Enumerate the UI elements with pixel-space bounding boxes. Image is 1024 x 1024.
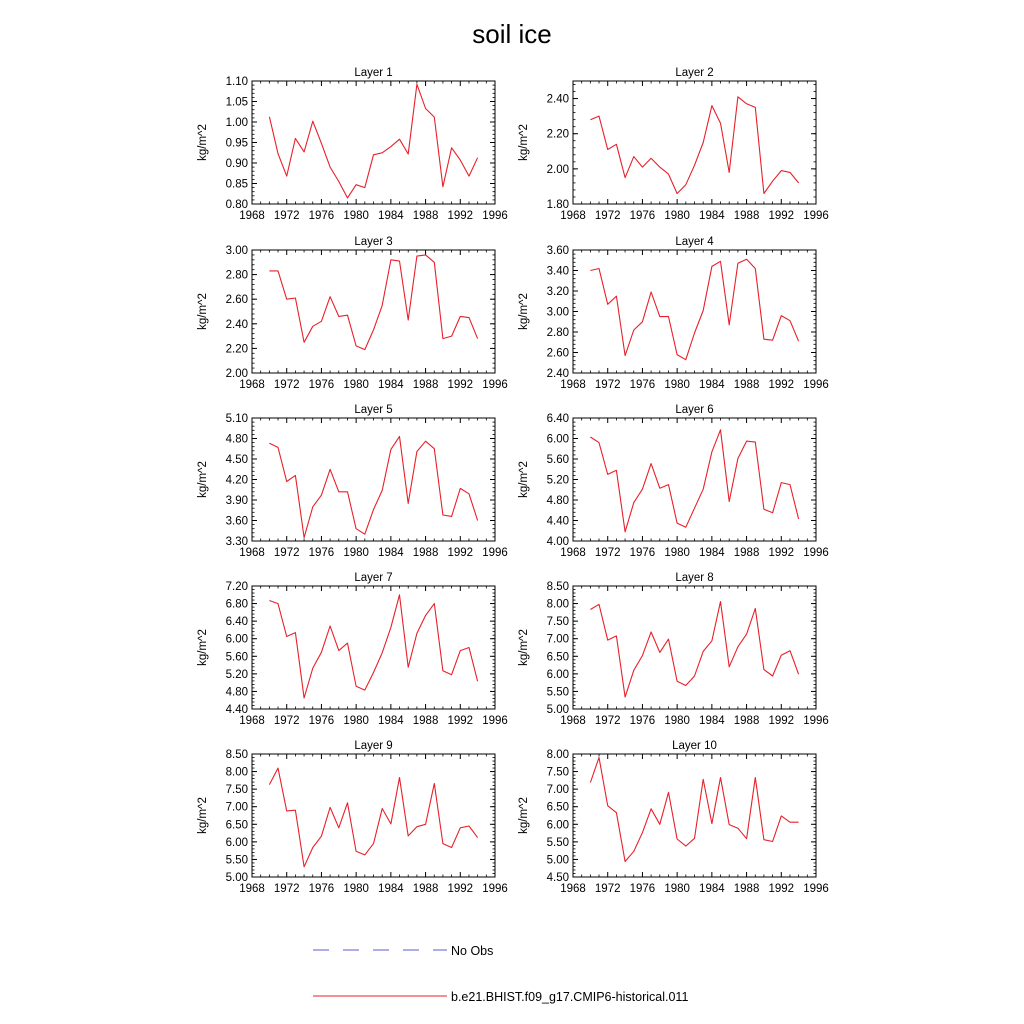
panel-4-xtick-label: 1968 bbox=[560, 379, 586, 391]
panel-7-frame bbox=[252, 586, 495, 709]
panel-6-ytick-label: 5.20 bbox=[546, 474, 569, 487]
panel-3-title: Layer 3 bbox=[354, 236, 393, 248]
panel-4-series-line bbox=[590, 259, 798, 360]
panel-7-ytick-label: 4.80 bbox=[225, 686, 248, 699]
figure-title: soil ice bbox=[472, 19, 552, 49]
panel-8-ytick-label: 8.00 bbox=[546, 598, 569, 611]
panel-7-xtick-label: 1988 bbox=[412, 715, 439, 727]
panel-7-ylabel: kg/m^2 bbox=[197, 629, 209, 666]
panel-5 bbox=[197, 404, 508, 559]
panel-10-xtick-label: 1988 bbox=[733, 883, 760, 895]
panel-10-ytick-label: 6.00 bbox=[546, 819, 569, 832]
panel-2-xtick-label: 1996 bbox=[803, 210, 829, 222]
panel-10-ylabel: kg/m^2 bbox=[518, 797, 530, 834]
panel-4-xtick-label: 1972 bbox=[594, 379, 621, 391]
panel-5-ytick-label: 4.50 bbox=[225, 454, 248, 466]
panel-3-ytick-label: 2.60 bbox=[225, 294, 248, 307]
panel-4-xtick-label: 1976 bbox=[629, 379, 656, 391]
panel-9-title: Layer 9 bbox=[354, 740, 393, 752]
panel-9 bbox=[197, 740, 508, 895]
panel-10-ytick-label: 7.50 bbox=[546, 766, 569, 779]
panel-2-ylabel: kg/m^2 bbox=[518, 124, 530, 161]
panel-6-ytick-label: 4.40 bbox=[546, 515, 569, 528]
panel-2-xtick-label: 1972 bbox=[594, 210, 621, 222]
panel-8-xtick-label: 1972 bbox=[594, 715, 621, 727]
panel-5-ytick-label: 3.60 bbox=[225, 515, 248, 528]
panel-5-ytick-label: 3.90 bbox=[225, 495, 248, 507]
panel-5-ytick-label: 3.30 bbox=[225, 536, 248, 548]
panel-2-ytick-label: 2.00 bbox=[546, 163, 569, 176]
panel-10-xtick-label: 1996 bbox=[803, 883, 829, 895]
panel-1-ytick-label: 1.00 bbox=[225, 117, 248, 129]
panel-8-ytick-label: 5.50 bbox=[546, 686, 569, 699]
panel-8-ytick-label: 5.00 bbox=[546, 704, 569, 716]
panel-3-ytick-label: 2.80 bbox=[225, 269, 248, 282]
panel-6-xtick-label: 1988 bbox=[733, 547, 760, 559]
panel-5-ylabel: kg/m^2 bbox=[197, 461, 209, 498]
panel-10-xtick-label: 1980 bbox=[664, 883, 690, 895]
panel-5-ytick-label: 5.10 bbox=[225, 413, 248, 425]
panel-8-xtick-label: 1976 bbox=[629, 715, 656, 727]
panel-5-xtick-label: 1976 bbox=[308, 547, 335, 559]
panel-1-ytick-label: 0.90 bbox=[225, 158, 248, 170]
panel-5-xtick-label: 1996 bbox=[482, 547, 508, 559]
panel-1-xtick-label: 1984 bbox=[378, 210, 404, 222]
panel-10-title: Layer 10 bbox=[672, 740, 717, 752]
panel-1-ytick-label: 1.05 bbox=[225, 96, 248, 109]
panel-4-frame bbox=[573, 250, 816, 373]
panel-3-xtick-label: 1984 bbox=[378, 379, 404, 391]
panel-10-series-line bbox=[590, 758, 798, 862]
panel-7-ytick-label: 6.00 bbox=[225, 633, 248, 646]
panel-9-xtick-label: 1972 bbox=[273, 883, 300, 895]
panel-10-xtick-label: 1972 bbox=[594, 883, 621, 895]
panel-2-xtick-label: 1980 bbox=[664, 210, 690, 222]
panel-3-frame bbox=[252, 250, 495, 373]
panels-grid bbox=[197, 67, 829, 895]
panel-2-ytick-label: 1.80 bbox=[546, 199, 569, 211]
panel-6-xtick-label: 1968 bbox=[560, 547, 586, 559]
legend-model-label: b.e21.BHIST.f09_g17.CMIP6-historical.011 bbox=[451, 990, 689, 1004]
panel-10-ytick-label: 6.50 bbox=[546, 801, 569, 814]
panel-6-ylabel: kg/m^2 bbox=[518, 461, 530, 498]
panel-1-series-line bbox=[269, 84, 477, 198]
panel-7-ytick-label: 5.20 bbox=[225, 668, 248, 681]
panel-3-xtick-label: 1968 bbox=[239, 379, 265, 391]
panel-4-ytick-label: 3.40 bbox=[546, 265, 569, 278]
panel-9-xtick-label: 1984 bbox=[378, 883, 404, 895]
panel-1-title: Layer 1 bbox=[354, 67, 393, 79]
panel-9-xtick-label: 1992 bbox=[447, 883, 474, 895]
panel-9-frame bbox=[252, 754, 495, 877]
panel-1-frame bbox=[252, 81, 495, 204]
panel-6-series-line bbox=[590, 430, 798, 532]
panel-7-xtick-label: 1992 bbox=[447, 715, 474, 727]
panel-10-ytick-label: 5.00 bbox=[546, 854, 569, 867]
panel-4-xtick-label: 1992 bbox=[768, 379, 795, 391]
panel-6-ytick-label: 6.00 bbox=[546, 433, 569, 446]
panel-5-ytick-label: 4.80 bbox=[225, 433, 248, 446]
panel-1-ytick-label: 0.80 bbox=[225, 199, 248, 211]
panel-5-ytick-label: 4.20 bbox=[225, 474, 248, 487]
panel-1-ylabel: kg/m^2 bbox=[197, 124, 209, 161]
panel-5-title: Layer 5 bbox=[354, 404, 393, 416]
panel-10 bbox=[518, 740, 829, 895]
panel-4 bbox=[518, 236, 829, 391]
panel-8-series-line bbox=[590, 602, 798, 698]
panel-9-ytick-label: 5.50 bbox=[225, 854, 248, 867]
panel-4-ytick-label: 2.60 bbox=[546, 347, 569, 360]
panel-10-ytick-label: 7.00 bbox=[546, 784, 569, 797]
panel-9-ytick-label: 7.50 bbox=[225, 784, 248, 797]
panel-2-xtick-label: 1984 bbox=[699, 210, 725, 222]
panel-4-ytick-label: 2.80 bbox=[546, 327, 569, 339]
panel-6-ytick-label: 6.40 bbox=[546, 413, 569, 425]
panel-6-title: Layer 6 bbox=[675, 404, 714, 416]
panel-8-ytick-label: 7.50 bbox=[546, 616, 569, 629]
panel-8-ytick-label: 7.00 bbox=[546, 633, 569, 646]
panel-1-ytick-label: 0.95 bbox=[225, 137, 248, 150]
panel-2-series-line bbox=[590, 97, 798, 194]
panel-1-ytick-label: 1.10 bbox=[225, 76, 248, 88]
panel-10-ytick-label: 5.50 bbox=[546, 836, 569, 849]
panel-3-ytick-label: 3.00 bbox=[225, 245, 248, 257]
panel-7-title: Layer 7 bbox=[354, 572, 393, 584]
panel-10-ytick-label: 8.00 bbox=[546, 749, 569, 761]
panel-8-xtick-label: 1988 bbox=[733, 715, 760, 727]
panel-7-ytick-label: 6.40 bbox=[225, 616, 248, 629]
panel-2-xtick-label: 1992 bbox=[768, 210, 795, 222]
panel-5-xtick-label: 1984 bbox=[378, 547, 404, 559]
panel-7-xtick-label: 1980 bbox=[343, 715, 369, 727]
panel-7-xtick-label: 1972 bbox=[273, 715, 300, 727]
panel-1-xtick-label: 1972 bbox=[273, 210, 300, 222]
panel-8-title: Layer 8 bbox=[675, 572, 714, 584]
panel-9-xtick-label: 1976 bbox=[308, 883, 335, 895]
panel-8-ytick-label: 6.00 bbox=[546, 668, 569, 681]
panel-9-xtick-label: 1980 bbox=[343, 883, 369, 895]
panel-8-ytick-label: 6.50 bbox=[546, 651, 569, 664]
panel-4-title: Layer 4 bbox=[675, 236, 714, 248]
panel-9-xtick-label: 1988 bbox=[412, 883, 439, 895]
panel-5-xtick-label: 1992 bbox=[447, 547, 474, 559]
panel-1-ytick-label: 0.85 bbox=[225, 178, 248, 191]
panel-9-ytick-label: 5.00 bbox=[225, 872, 248, 884]
panel-7-ytick-label: 4.40 bbox=[225, 704, 248, 716]
panel-7-series-line bbox=[269, 595, 477, 698]
panel-4-ytick-label: 3.00 bbox=[546, 306, 569, 319]
panel-1-xtick-label: 1976 bbox=[308, 210, 335, 222]
panel-7-xtick-label: 1996 bbox=[482, 715, 508, 727]
panel-1-xtick-label: 1968 bbox=[239, 210, 265, 222]
panel-6-xtick-label: 1992 bbox=[768, 547, 795, 559]
panel-10-xtick-label: 1968 bbox=[560, 883, 586, 895]
panel-7-ytick-label: 6.80 bbox=[225, 598, 248, 611]
panel-2-frame bbox=[573, 81, 816, 204]
panel-4-xtick-label: 1984 bbox=[699, 379, 725, 391]
panel-4-xtick-label: 1980 bbox=[664, 379, 690, 391]
panel-2-xtick-label: 1988 bbox=[733, 210, 760, 222]
panel-3-xtick-label: 1988 bbox=[412, 379, 439, 391]
panel-5-frame bbox=[252, 418, 495, 541]
panel-5-xtick-label: 1988 bbox=[412, 547, 439, 559]
panel-7 bbox=[197, 572, 508, 727]
panel-3-series-line bbox=[269, 255, 477, 350]
panel-6-xtick-label: 1980 bbox=[664, 547, 690, 559]
panel-8-xtick-label: 1968 bbox=[560, 715, 586, 727]
panel-9-xtick-label: 1996 bbox=[482, 883, 508, 895]
panel-8-xtick-label: 1996 bbox=[803, 715, 829, 727]
panel-3-ytick-label: 2.40 bbox=[225, 318, 248, 331]
panel-2-ytick-label: 2.40 bbox=[546, 93, 569, 106]
panel-6 bbox=[518, 404, 829, 559]
panel-4-xtick-label: 1996 bbox=[803, 379, 829, 391]
panel-8-ylabel: kg/m^2 bbox=[518, 629, 530, 666]
panel-9-ytick-label: 6.50 bbox=[225, 819, 248, 832]
panel-8-ytick-label: 8.50 bbox=[546, 581, 569, 593]
panel-7-ytick-label: 5.60 bbox=[225, 651, 248, 664]
panel-6-xtick-label: 1996 bbox=[803, 547, 829, 559]
panel-9-ytick-label: 8.50 bbox=[225, 749, 248, 761]
panel-1-xtick-label: 1992 bbox=[447, 210, 474, 222]
panel-6-frame bbox=[573, 418, 816, 541]
panel-8 bbox=[518, 572, 829, 727]
panel-3-ylabel: kg/m^2 bbox=[197, 293, 209, 330]
panel-2-title: Layer 2 bbox=[675, 67, 714, 79]
panel-6-ytick-label: 4.00 bbox=[546, 536, 569, 548]
panel-6-xtick-label: 1984 bbox=[699, 547, 725, 559]
panel-2-xtick-label: 1968 bbox=[560, 210, 586, 222]
panel-8-xtick-label: 1980 bbox=[664, 715, 690, 727]
panel-7-xtick-label: 1968 bbox=[239, 715, 265, 727]
panel-5-xtick-label: 1972 bbox=[273, 547, 300, 559]
panel-8-xtick-label: 1984 bbox=[699, 715, 725, 727]
panel-4-ylabel: kg/m^2 bbox=[518, 293, 530, 330]
panel-1-xtick-label: 1988 bbox=[412, 210, 439, 222]
panel-3-xtick-label: 1996 bbox=[482, 379, 508, 391]
panel-10-frame bbox=[573, 754, 816, 877]
panel-9-ylabel: kg/m^2 bbox=[197, 797, 209, 834]
panel-3 bbox=[197, 236, 508, 391]
panel-7-xtick-label: 1984 bbox=[378, 715, 404, 727]
panel-2 bbox=[518, 67, 829, 222]
panel-4-xtick-label: 1988 bbox=[733, 379, 760, 391]
panel-9-series-line bbox=[269, 768, 477, 867]
panel-3-xtick-label: 1972 bbox=[273, 379, 300, 391]
panel-1 bbox=[197, 67, 508, 222]
panel-10-xtick-label: 1984 bbox=[699, 883, 725, 895]
panel-4-ytick-label: 2.40 bbox=[546, 368, 569, 380]
panel-9-ytick-label: 7.00 bbox=[225, 801, 248, 814]
panel-3-xtick-label: 1980 bbox=[343, 379, 369, 391]
panel-9-ytick-label: 8.00 bbox=[225, 766, 248, 779]
panel-9-ytick-label: 6.00 bbox=[225, 836, 248, 849]
panel-4-ytick-label: 3.60 bbox=[546, 245, 569, 257]
panel-6-ytick-label: 5.60 bbox=[546, 454, 569, 466]
panel-3-ytick-label: 2.00 bbox=[225, 368, 248, 380]
panel-7-ytick-label: 7.20 bbox=[225, 581, 248, 593]
panel-10-ytick-label: 4.50 bbox=[546, 872, 569, 884]
panel-2-xtick-label: 1976 bbox=[629, 210, 656, 222]
legend bbox=[313, 944, 688, 1004]
panel-10-xtick-label: 1992 bbox=[768, 883, 795, 895]
panel-9-xtick-label: 1968 bbox=[239, 883, 265, 895]
panel-3-xtick-label: 1992 bbox=[447, 379, 474, 391]
panel-6-xtick-label: 1976 bbox=[629, 547, 656, 559]
panel-3-xtick-label: 1976 bbox=[308, 379, 335, 391]
panel-7-xtick-label: 1976 bbox=[308, 715, 335, 727]
panel-3-ytick-label: 2.20 bbox=[225, 343, 248, 356]
panel-1-xtick-label: 1996 bbox=[482, 210, 508, 222]
panel-5-series-line bbox=[269, 436, 477, 537]
panel-1-xtick-label: 1980 bbox=[343, 210, 369, 222]
panel-8-frame bbox=[573, 586, 816, 709]
panel-10-xtick-label: 1976 bbox=[629, 883, 656, 895]
panel-5-xtick-label: 1968 bbox=[239, 547, 265, 559]
panel-6-ytick-label: 4.80 bbox=[546, 495, 569, 507]
panel-6-xtick-label: 1972 bbox=[594, 547, 621, 559]
legend-no-obs-label: No Obs bbox=[451, 944, 494, 958]
panel-2-ytick-label: 2.20 bbox=[546, 128, 569, 141]
panel-8-xtick-label: 1992 bbox=[768, 715, 795, 727]
panel-5-xtick-label: 1980 bbox=[343, 547, 369, 559]
panel-4-ytick-label: 3.20 bbox=[546, 286, 569, 298]
